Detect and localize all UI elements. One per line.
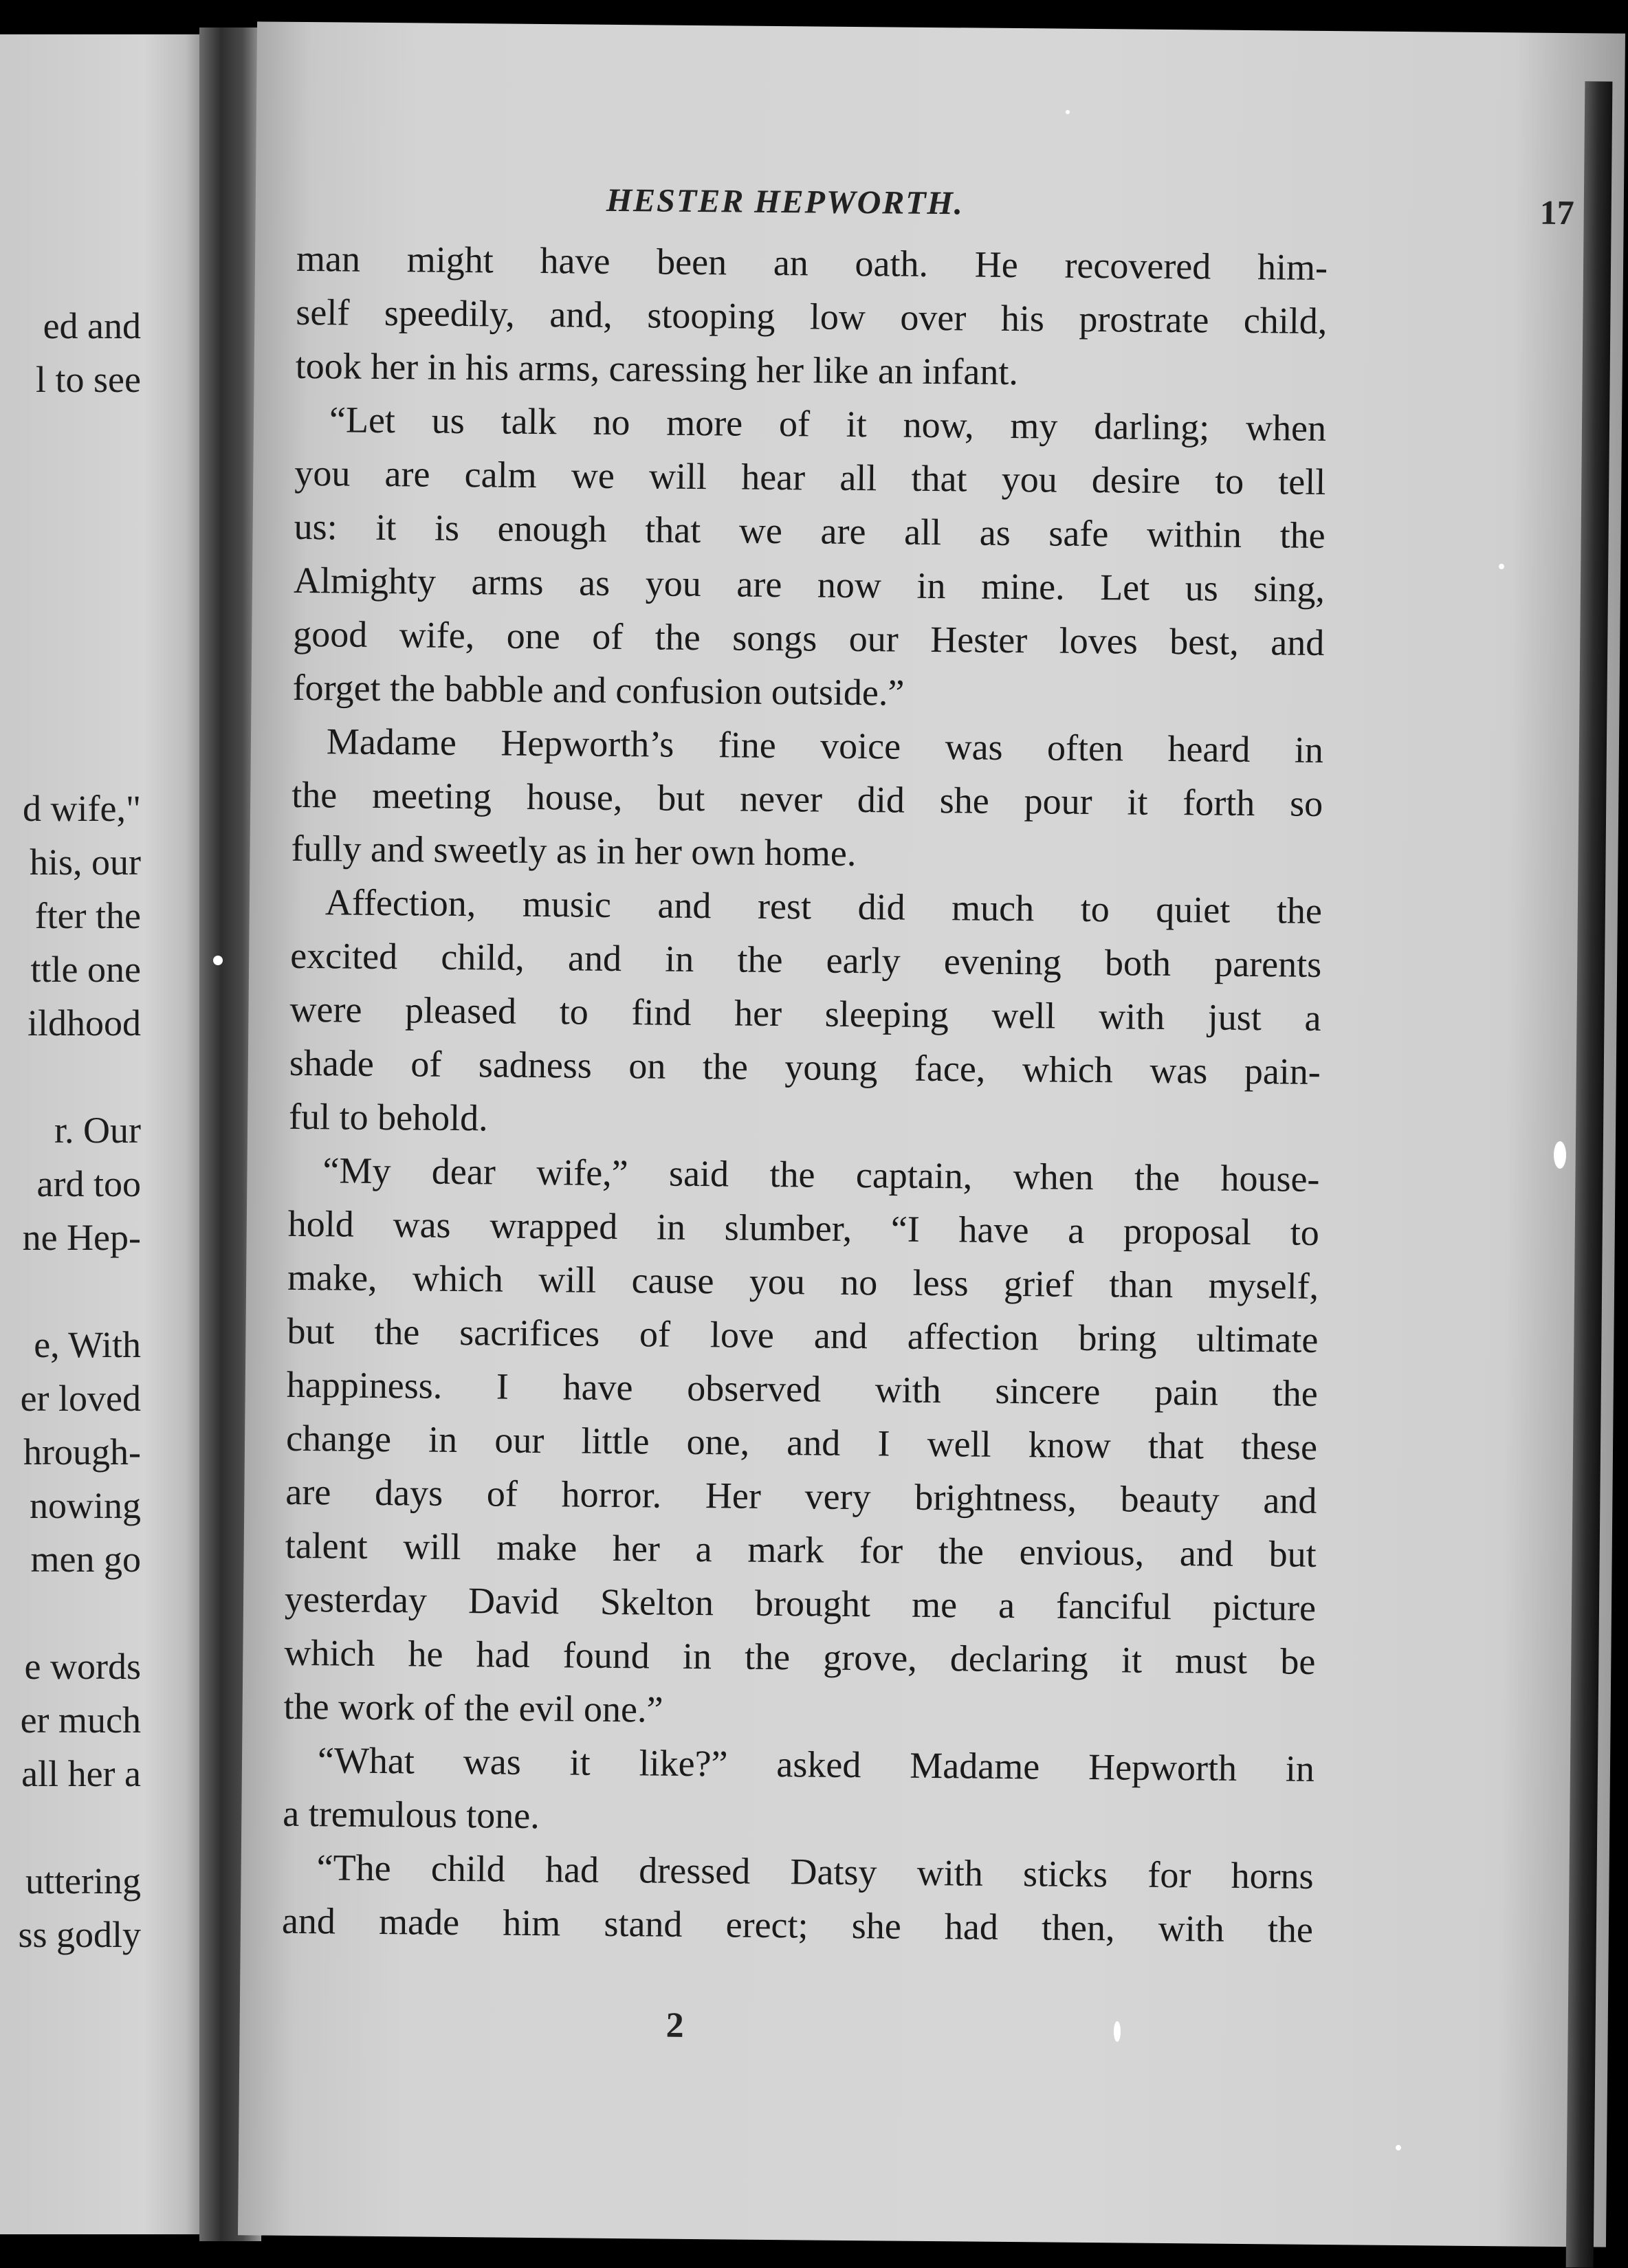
text-line: forget the babble and confusion outside.” xyxy=(292,666,905,714)
running-head: HESTER HEPWORTH. xyxy=(606,181,965,222)
left-page-line: e words xyxy=(24,1646,141,1687)
left-page-line xyxy=(0,514,141,567)
left-page-line xyxy=(0,460,141,514)
left-page-line xyxy=(0,621,141,674)
left-page xyxy=(0,34,206,2234)
left-page-line: ed and xyxy=(43,305,141,346)
text-line: us: it is enough that we are all as safe within the xyxy=(294,505,1326,556)
left-page-line: men go xyxy=(30,1539,141,1580)
text-line: talent will make her a mark for the envious, and but xyxy=(285,1524,1317,1575)
text-line: hold was wrapped in slumber, “I have a proposal to xyxy=(287,1202,1320,1253)
text-line: “My dear wife,” said the captain, when the house- xyxy=(322,1149,1320,1200)
text-line: are days of horror. Her very brightness, beauty and xyxy=(285,1471,1317,1521)
text-line: but the sacrifices of love and affection bring ultimate xyxy=(287,1310,1319,1361)
text-line: “The child had dressed Datsy with sticks for horns xyxy=(316,1847,1314,1897)
left-page-line: ttle one xyxy=(30,949,141,990)
left-page-line: ne Hep- xyxy=(22,1217,141,1258)
scan-speck xyxy=(1499,564,1504,569)
text-line: shade of sadness on the young face, which was pain- xyxy=(289,1042,1321,1092)
left-page-line: ss godly xyxy=(18,1914,141,1955)
text-line: were pleased to find her sleeping well with just a xyxy=(289,988,1321,1039)
text-line: which he had found in the grove, declaring it must be xyxy=(284,1631,1316,1682)
text-line: a tremulous tone. xyxy=(283,1792,540,1837)
left-page-line xyxy=(0,1050,141,1103)
text-line: self speedily, and, stooping low over his prostrate child, xyxy=(296,291,1328,342)
signature-mark: 2 xyxy=(666,2005,684,2045)
text-line: man might have been an oath. He recovered him- xyxy=(296,237,1328,288)
text-line: good wife, one of the songs our Hester loves best, and xyxy=(293,613,1325,663)
left-page-line xyxy=(0,1586,141,1640)
left-page-line: ildhood xyxy=(27,1002,141,1044)
left-page-line: his, our xyxy=(30,841,141,883)
right-page xyxy=(238,21,1625,2247)
text-line: the meeting house, but never did she pour it forth so xyxy=(292,773,1323,824)
left-page-text xyxy=(0,299,141,1961)
scan-speck xyxy=(1396,2145,1401,2150)
left-page-line xyxy=(0,1264,141,1318)
left-page-line: d wife," xyxy=(23,788,141,829)
text-line: Affection, music and rest did much to quiet the xyxy=(324,881,1323,932)
text-line: Almighty arms as you are now in mine. Let us sing, xyxy=(293,559,1326,610)
text-line: ful to behold. xyxy=(288,1095,488,1139)
left-page-line: e, With xyxy=(34,1324,141,1365)
text-line: the work of the evil one.” xyxy=(283,1685,663,1730)
left-page-line: l to see xyxy=(36,359,141,400)
left-page-line: er loved xyxy=(20,1378,141,1419)
left-page-line: hrough- xyxy=(23,1431,141,1473)
text-line: make, which will cause you no less grief than myself, xyxy=(287,1256,1319,1307)
text-line: happiness. I have observed with sincere pain the xyxy=(286,1363,1318,1414)
left-page-line: r. Our xyxy=(54,1110,141,1151)
text-line: yesterday David Skelton brought me a fanciful picture xyxy=(284,1578,1317,1629)
text-line: “What was it like?” asked Madame Hepworth in xyxy=(317,1739,1315,1790)
left-page-line: ard too xyxy=(36,1163,141,1204)
scan-speck xyxy=(1554,1141,1566,1169)
left-page-line: nowing xyxy=(30,1485,141,1526)
text-line: you are calm we will hear all that you desire to tell xyxy=(294,452,1326,503)
text-line: fully and sweetly as in her own home. xyxy=(291,827,857,874)
left-page-line: all her a xyxy=(21,1753,141,1794)
text-line: change in our little one, and I well know that these xyxy=(285,1417,1318,1468)
text-line: took her in his arms, caressing her like an infant. xyxy=(295,344,1019,393)
left-page-line xyxy=(0,674,141,728)
text-line: and made him stand erect; she had then, with the xyxy=(281,1900,1314,1950)
left-page-line xyxy=(0,406,141,460)
left-page-line xyxy=(0,567,141,621)
scan-speck xyxy=(1114,2021,1121,2042)
text-line: excited child, and in the early evening both parents xyxy=(289,934,1322,985)
left-page-line: uttering xyxy=(25,1860,141,1902)
text-line: “Let us talk no more of it now, my darling; when xyxy=(329,399,1327,449)
scan-speck xyxy=(213,956,223,965)
text-line: Madame Hepworth’s fine voice was often heard in xyxy=(326,720,1324,771)
body-text xyxy=(282,232,1328,1957)
page-number: 17 xyxy=(1539,192,1574,232)
left-page-line xyxy=(0,728,141,782)
left-page-line xyxy=(0,1801,141,1854)
left-page-line: fter the xyxy=(34,895,141,936)
page-edge xyxy=(1566,81,1613,2267)
left-page-line: er much xyxy=(20,1699,141,1741)
scan-speck xyxy=(1066,110,1070,114)
